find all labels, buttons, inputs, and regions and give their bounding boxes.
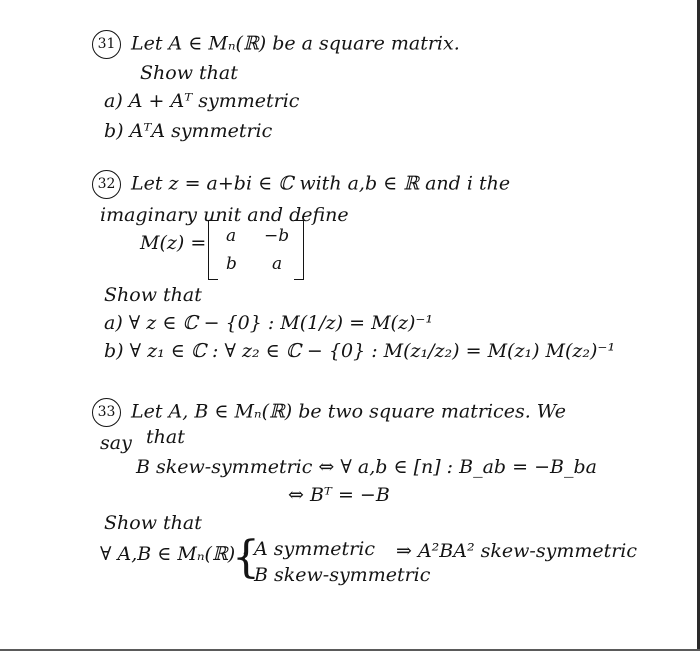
condition-a-symmetric: A symmetric [254, 538, 375, 560]
problem-31-part-a: a) A + Aᵀ symmetric [104, 90, 300, 112]
problem-32-show-that: Show that [104, 284, 202, 306]
matrix-cell-12: −b [264, 226, 290, 246]
skew-symmetric-definition: B skew-symmetric ⇔ ∀ a,b ∈ [n] : B_ab = −B_ba [136, 456, 597, 478]
problem-33-quantifier: ∀ A,B ∈ Mₙ(ℝ) : [100, 543, 248, 565]
problem-32-part-b: b) ∀ z₁ ∈ ℂ : ∀ z₂ ∈ ℂ − {0} : M(z₁/z₂) = M(z₁) M(z₂)⁻¹ [104, 340, 616, 362]
problem-33-number: 33 [92, 398, 121, 427]
condition-b-skew-symmetric: B skew-symmetric [254, 564, 431, 586]
condition-brace: { [232, 532, 260, 583]
problem-31-part-b: b) AᵀA symmetric [104, 120, 273, 142]
skew-symmetric-equivalence: ⇔ Bᵀ = −B [288, 484, 390, 506]
problem-32-statement: Let z = a+bi ∈ ℂ with a,b ∈ ℝ and i the [131, 172, 511, 195]
matrix-cell-11: a [226, 226, 237, 246]
problem-33-say: say [100, 432, 132, 454]
matrix-cell-21: b [226, 254, 237, 274]
problem-33-that: that [146, 426, 185, 448]
matrix-m-of-z [208, 220, 304, 280]
matrix-left-bracket [208, 220, 218, 280]
matrix-cell-22: a [272, 254, 283, 274]
problem-33-statement: Let A, B ∈ Mₙ(ℝ) be two square matrices. We [131, 400, 566, 423]
problem-31-statement: Let A ∈ Mₙ(ℝ) be a square matrix. [131, 32, 460, 55]
matrix-right-bracket [294, 220, 304, 280]
problem-32-part-a: a) ∀ z ∈ ℂ − {0} : M(1/z) = M(z)⁻¹ [104, 312, 434, 334]
problem-33-line-1 [92, 398, 566, 427]
problem-31-show-that: Show that [140, 62, 238, 84]
problem-32-number: 32 [92, 170, 121, 199]
problem-33-conclusion: ⇒ A²BA² skew-symmetric [396, 540, 638, 562]
matrix-lhs: M(z) = [140, 232, 207, 254]
problem-31-number: 31 [92, 30, 121, 59]
problem-32-line-2: imaginary unit and define [100, 204, 349, 226]
problem-31-line-1 [92, 30, 460, 59]
problem-32-line-1 [92, 170, 510, 199]
problem-33-show-that: Show that [104, 512, 202, 534]
